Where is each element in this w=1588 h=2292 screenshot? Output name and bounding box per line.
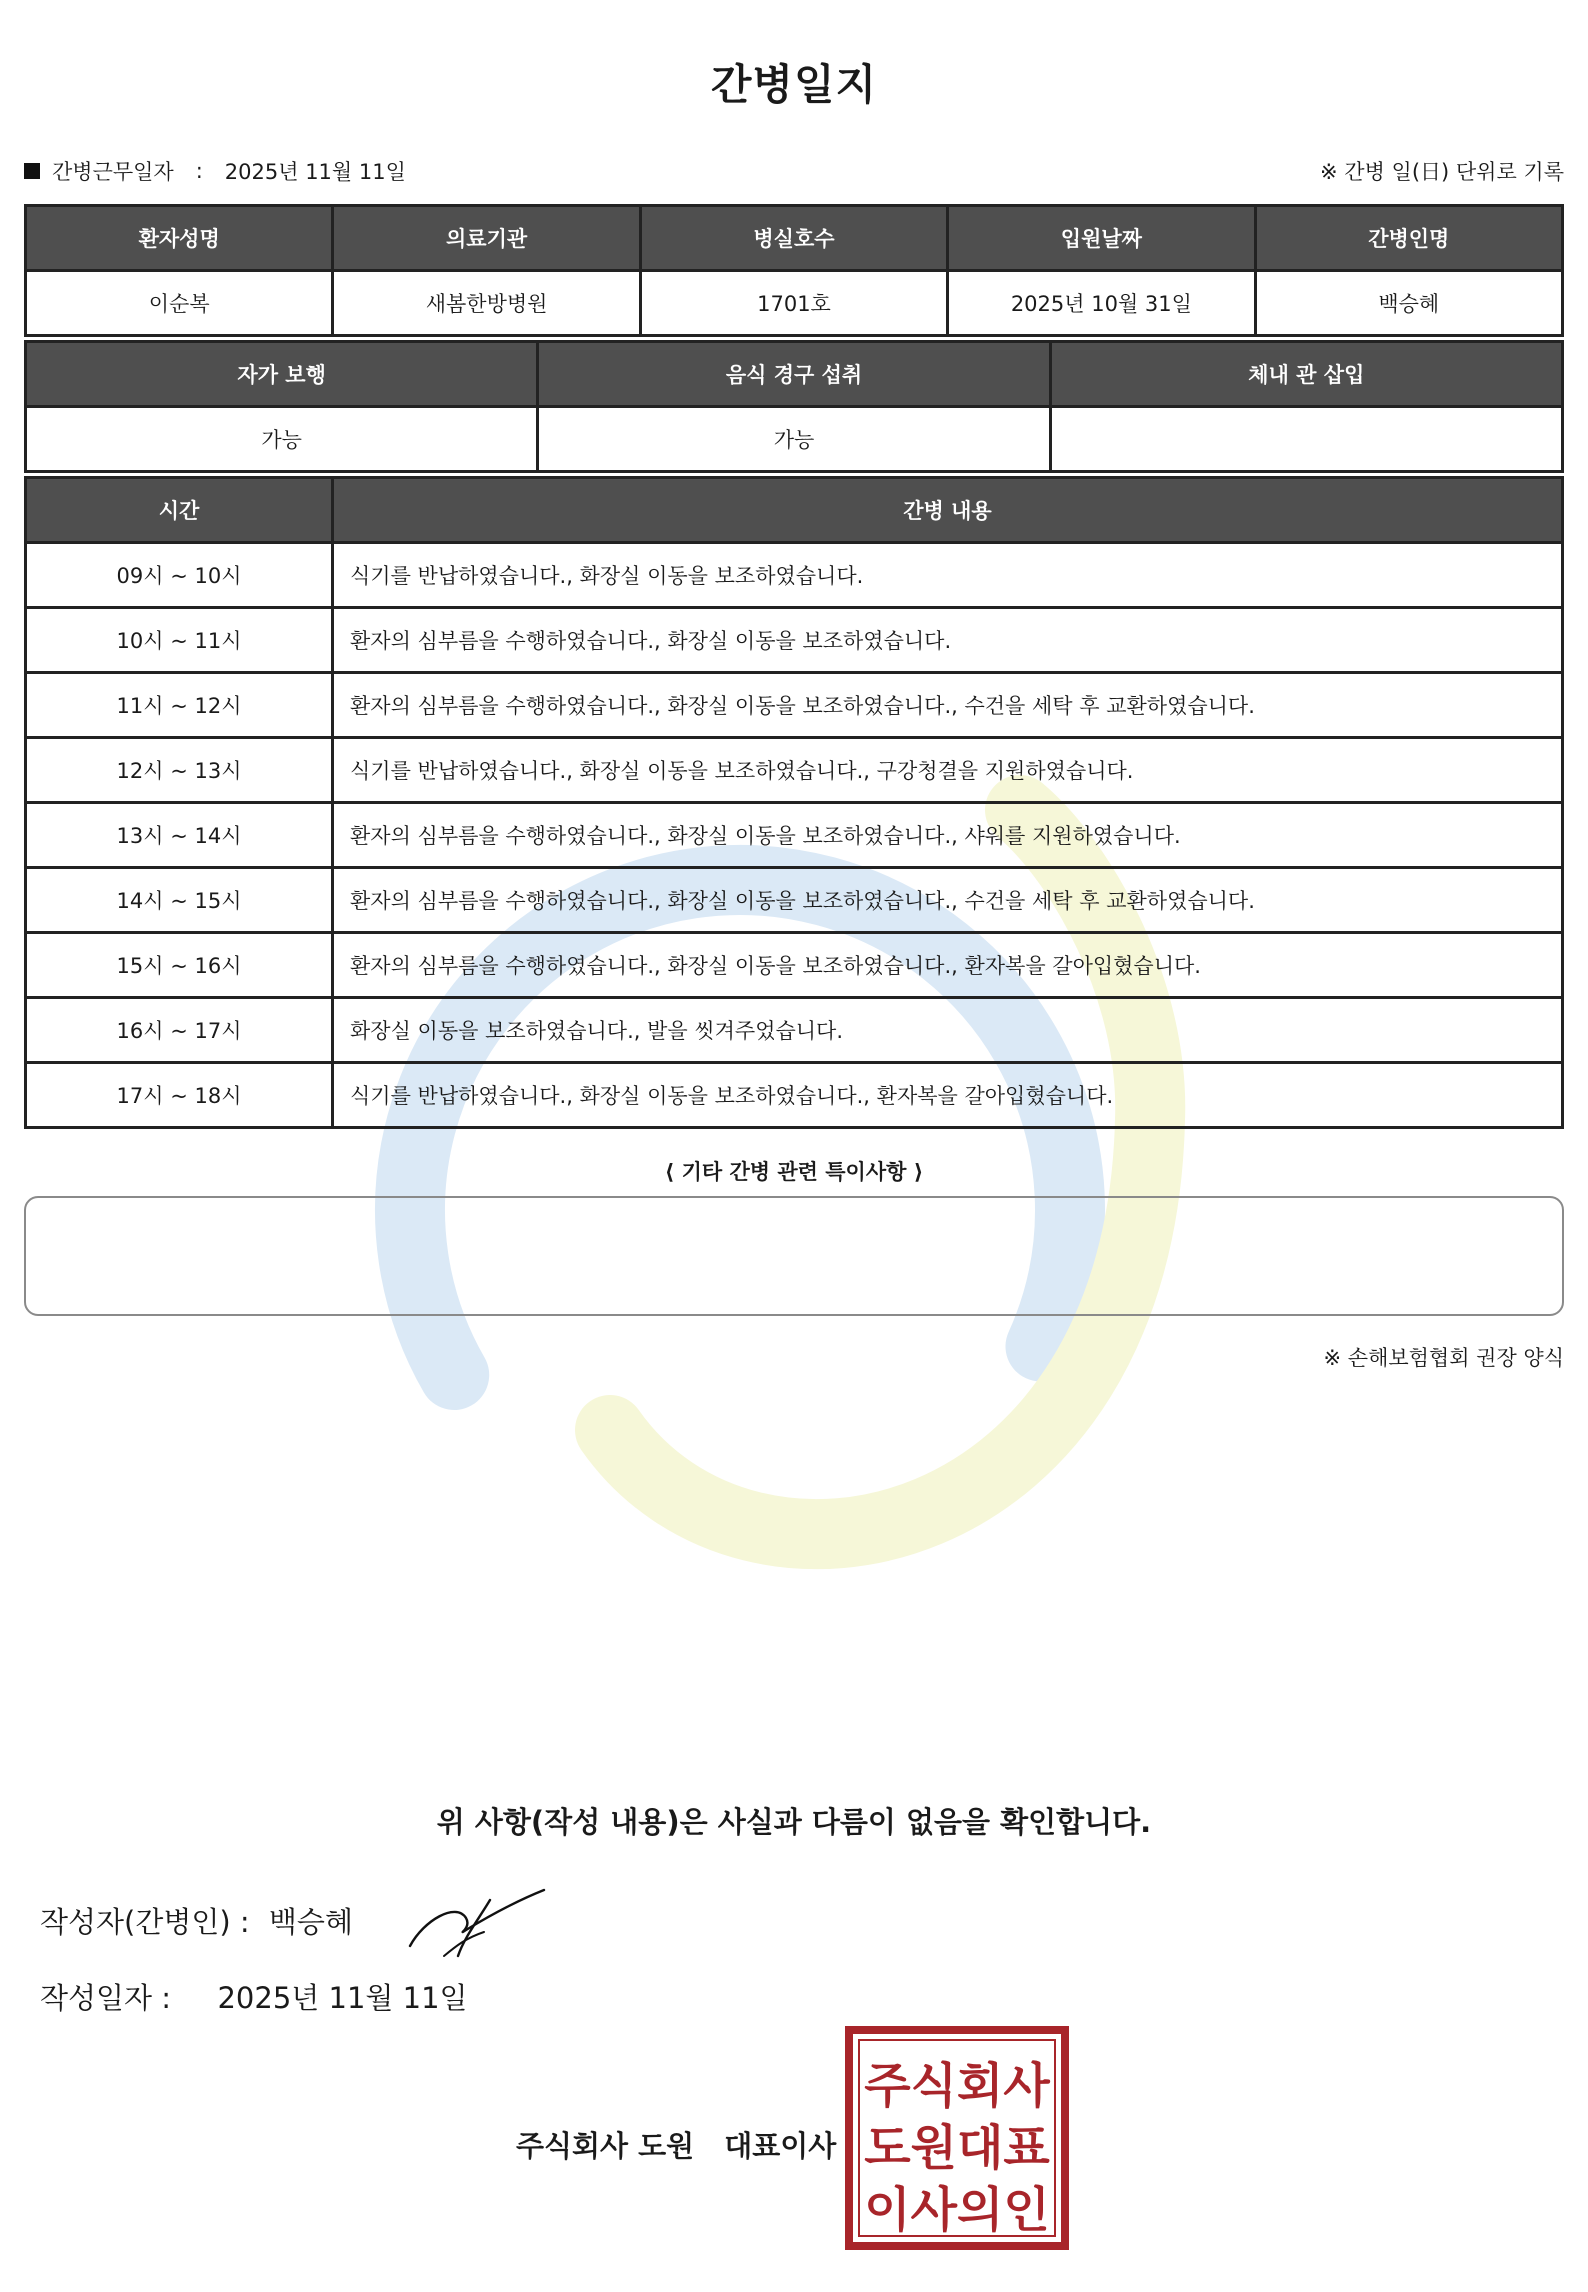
header-tube-insertion: 체내 관 삽입 bbox=[1050, 342, 1562, 407]
unit-note: ※ 간병 일(日) 단위로 기록 bbox=[1320, 160, 1564, 184]
time-cell: 10시 ~ 11시 bbox=[26, 608, 333, 673]
header-walking: 자가 보행 bbox=[26, 342, 538, 407]
oral-intake-value: 가능 bbox=[538, 407, 1050, 472]
time-cell: 16시 ~ 17시 bbox=[26, 998, 333, 1063]
work-date: 2025년 11월 11일 bbox=[224, 160, 406, 184]
patient-name: 이순복 bbox=[26, 271, 333, 336]
patient-status-table bbox=[24, 340, 1564, 473]
page-title: 간병일지 bbox=[710, 60, 878, 109]
care-content-cell: 환자의 심부름을 수행하였습니다., 화장실 이동을 보조하였습니다., 수건을 세탁 후 교환하였습니다. bbox=[333, 868, 1563, 933]
header-oral-intake: 음식 경구 섭취 bbox=[538, 342, 1050, 407]
time-cell: 09시 ~ 10시 bbox=[26, 543, 333, 608]
care-log-table bbox=[24, 476, 1564, 1129]
written-date-value: 2025년 11월 11일 bbox=[217, 1981, 468, 2015]
header-care-content: 간병 내용 bbox=[333, 478, 1563, 543]
square-bullet-icon bbox=[24, 163, 40, 179]
remarks-box bbox=[24, 1196, 1564, 1316]
care-content-cell: 환자의 심부름을 수행하였습니다., 화장실 이동을 보조하였습니다., 환자복을 갈아입혔습니다. bbox=[333, 933, 1563, 998]
form-note: ※ 손해보험협회 권장 양식 bbox=[1323, 1346, 1564, 1370]
time-cell: 15시 ~ 16시 bbox=[26, 933, 333, 998]
header-hospital: 의료기관 bbox=[333, 206, 640, 271]
table-row bbox=[26, 998, 1563, 1063]
hospital-name: 새봄한방병원 bbox=[333, 271, 640, 336]
work-date-label: 간병근무일자 bbox=[52, 160, 174, 184]
room-number: 1701호 bbox=[640, 271, 947, 336]
time-cell: 11시 ~ 12시 bbox=[26, 673, 333, 738]
table-row bbox=[26, 543, 1563, 608]
care-content-cell: 화장실 이동을 보조하였습니다., 발을 씻겨주었습니다. bbox=[333, 998, 1563, 1063]
header-room: 병실호수 bbox=[640, 206, 947, 271]
table-row bbox=[26, 868, 1563, 933]
remarks-heading: ⟨ 기타 간병 관련 특이사항 ⟩ bbox=[664, 1160, 924, 1184]
handwritten-signature bbox=[404, 1880, 554, 1960]
seal-text-line-1: 주식회사 bbox=[864, 2058, 1050, 2114]
table-row bbox=[26, 1063, 1563, 1128]
time-cell: 14시 ~ 15시 bbox=[26, 868, 333, 933]
care-content-cell: 환자의 심부름을 수행하였습니다., 화장실 이동을 보조하였습니다., 수건을 세탁 후 교환하였습니다. bbox=[333, 673, 1563, 738]
table-row bbox=[26, 673, 1563, 738]
written-date-line bbox=[40, 1976, 468, 2017]
caregiver-name: 백승혜 bbox=[1255, 271, 1562, 336]
care-content-cell: 식기를 반납하였습니다., 화장실 이동을 보조하였습니다., 환자복을 갈아입혔습니다. bbox=[333, 1063, 1563, 1128]
seal-text-line-3: 이사의인 bbox=[864, 2182, 1050, 2238]
table-row bbox=[26, 738, 1563, 803]
seal-text-line-2: 도원대표 bbox=[864, 2120, 1050, 2176]
patient-info-table bbox=[24, 204, 1564, 337]
company-seal-stamp bbox=[845, 2026, 1069, 2250]
confirmation-statement: 위 사항(작성 내용)은 사실과 다름이 없음을 확인합니다. bbox=[436, 1805, 1152, 1839]
writer-line bbox=[40, 1900, 363, 1941]
header-time: 시간 bbox=[26, 478, 333, 543]
tube-insertion-value bbox=[1050, 407, 1562, 472]
company-line bbox=[516, 2124, 836, 2165]
header-admission-date: 입원날짜 bbox=[948, 206, 1255, 271]
time-cell: 17시 ~ 18시 bbox=[26, 1063, 333, 1128]
company-name: 주식회사 도원 bbox=[516, 2129, 695, 2163]
meta-separator: : bbox=[195, 159, 203, 183]
table-row bbox=[26, 608, 1563, 673]
meta-row bbox=[24, 156, 1564, 192]
care-content-cell: 환자의 심부름을 수행하였습니다., 화장실 이동을 보조하였습니다. bbox=[333, 608, 1563, 673]
header-caregiver: 간병인명 bbox=[1255, 206, 1562, 271]
written-date-label: 작성일자 : bbox=[40, 1981, 172, 2015]
header-patient-name: 환자성명 bbox=[26, 206, 333, 271]
admission-date: 2025년 10월 31일 bbox=[948, 271, 1255, 336]
walking-value: 가능 bbox=[26, 407, 538, 472]
time-cell: 12시 ~ 13시 bbox=[26, 738, 333, 803]
table-row bbox=[26, 933, 1563, 998]
company-title: 대표이사 bbox=[724, 2129, 837, 2163]
care-content-cell: 식기를 반납하였습니다., 화장실 이동을 보조하였습니다., 구강청결을 지원하였습니다. bbox=[333, 738, 1563, 803]
writer-label: 작성자(간병인) : bbox=[40, 1905, 250, 1939]
time-cell: 13시 ~ 14시 bbox=[26, 803, 333, 868]
table-row bbox=[26, 803, 1563, 868]
care-content-cell: 식기를 반납하였습니다., 화장실 이동을 보조하였습니다. bbox=[333, 543, 1563, 608]
care-content-cell: 환자의 심부름을 수행하였습니다., 화장실 이동을 보조하였습니다., 샤워를 지원하였습니다. bbox=[333, 803, 1563, 868]
writer-name: 백승혜 bbox=[268, 1905, 353, 1939]
